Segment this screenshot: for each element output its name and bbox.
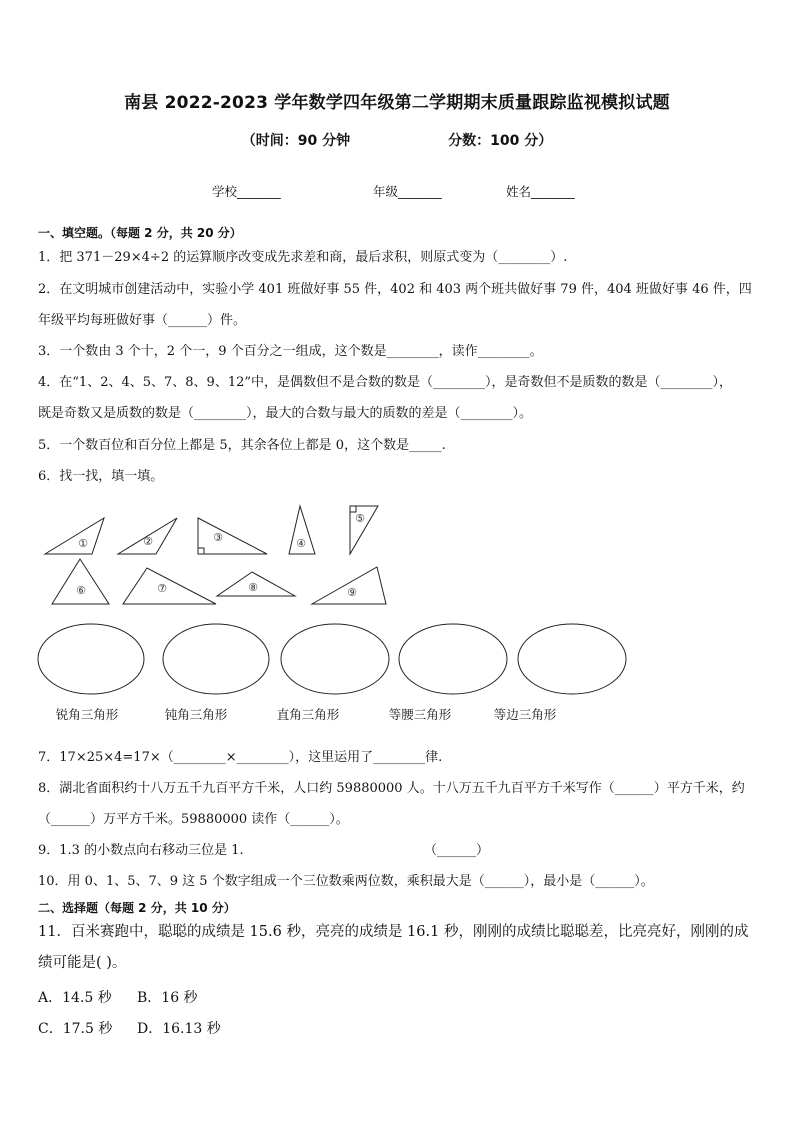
triangle-1 <box>45 518 104 554</box>
question-3: 3．一个数由 3 个十，2 个一，9 个百分之一组成，这个数是________，读作________。 <box>38 344 543 359</box>
section-heading-fill-in: 一、填空题。（每题 2 分，共 20 分） <box>38 226 242 240</box>
name-field[interactable]: 姓名_______ <box>506 184 575 199</box>
triangle-label-6: ⑥ <box>76 584 86 597</box>
option-d[interactable]: D．16.13 秒 <box>137 1021 221 1037</box>
question-4-line-1: 4．在“1、2、4、5、7、8、9、12”中，是偶数但不是合数的数是（________），是奇数但不是质数的数是（________）， <box>38 375 733 390</box>
category-label-equilateral: 等边三角形 <box>493 707 557 722</box>
exam-score: 分数：100 分） <box>448 133 553 149</box>
triangle-label-4: ④ <box>296 537 306 550</box>
category-label-acute: 锐角三角形 <box>55 707 119 722</box>
question-8: 8．湖北省面积约十八万五千九百平方千米，人口约 59880000 人。十八万五千九百平方千米写作（______）平方千米，约（______）万平方千米。59880000 读作（______）。 <box>38 781 745 827</box>
question-10: 10．用 0、1、5、7、9 这 5 个数字组成一个三位数乘两位数，乘积最大是（______），最小是（______）。 <box>38 874 654 889</box>
right-angle-mark-3 <box>198 548 204 554</box>
triangle-label-9: ⑨ <box>347 586 357 599</box>
triangle-label-7: ⑦ <box>157 582 167 595</box>
category-oval-equilateral <box>518 624 626 694</box>
exam-time: （时间：90 分钟 <box>241 133 351 149</box>
section-heading-choice: 二、选择题（每题 2 分，共 10 分） <box>38 901 236 915</box>
question-2: 2．在文明城市创建活动中，实验小学 401 班做好事 55 件，402 和 403 两个班共做好事 79 件，404 班做好事 46 件，四年级平均每班做好事（______）件。 <box>38 282 752 328</box>
category-oval-isosceles <box>399 624 507 694</box>
question-4-line-2: 既是奇数又是质数的数是（________），最大的合数与最大的质数的差是（________）。 <box>38 406 533 421</box>
triangle-label-2: ② <box>143 535 153 548</box>
triangle-7 <box>123 568 216 604</box>
category-oval-right <box>281 624 389 694</box>
question-9-blank: （______） <box>424 843 490 858</box>
exam-meta <box>0 130 794 150</box>
triangle-figure <box>30 496 680 732</box>
triangle-diagram <box>30 496 680 732</box>
triangle-label-8: ⑧ <box>248 581 258 594</box>
category-label-right: 直角三角形 <box>276 707 340 722</box>
question-7: 7．17×25×4=17×（________×________），这里运用了________律. <box>38 750 443 765</box>
question-9 <box>38 835 760 866</box>
option-c[interactable]: C．17.5 秒 <box>38 1021 113 1037</box>
category-label-obtuse: 钝角三角形 <box>164 707 228 722</box>
category-label-isosceles: 等腰三角形 <box>388 707 452 722</box>
page-title: 南县 2022-2023 学年数学四年级第二学期期末质量跟踪监视模拟试题 <box>124 93 670 113</box>
question-1: 1．把 371－29×4÷2 的运算顺序改变成先求差和商，最后求积，则原式变为（________）. <box>38 250 568 265</box>
option-a[interactable]: A．14.5 秒 <box>38 990 112 1006</box>
triangle-6 <box>52 559 109 604</box>
category-oval-acute <box>38 624 144 694</box>
question-5: 5．一个数百位和百分位上都是 5，其余各位上都是 0，这个数是_____. <box>38 438 446 453</box>
question-11: 11．百米赛跑中，聪聪的成绩是 15.6 秒，亮亮的成绩是 16.1 秒，刚刚的成绩比聪聪差，比亮亮好，刚刚的成绩可能是( )。 <box>38 924 749 971</box>
question-6: 6．找一找，填一填。 <box>38 469 164 484</box>
question-9-text: 9．1.3 的小数点向右移动三位是 1. <box>38 843 244 858</box>
category-oval-obtuse <box>163 624 269 694</box>
school-field[interactable]: 学校_______ <box>212 184 281 199</box>
option-b[interactable]: B．16 秒 <box>137 990 198 1006</box>
grade-field[interactable]: 年级_______ <box>373 184 442 199</box>
triangle-label-3: ③ <box>213 531 223 544</box>
triangle-label-1: ① <box>78 537 88 550</box>
triangle-label-5: ⑤ <box>355 512 365 525</box>
triangle-3 <box>198 518 267 554</box>
